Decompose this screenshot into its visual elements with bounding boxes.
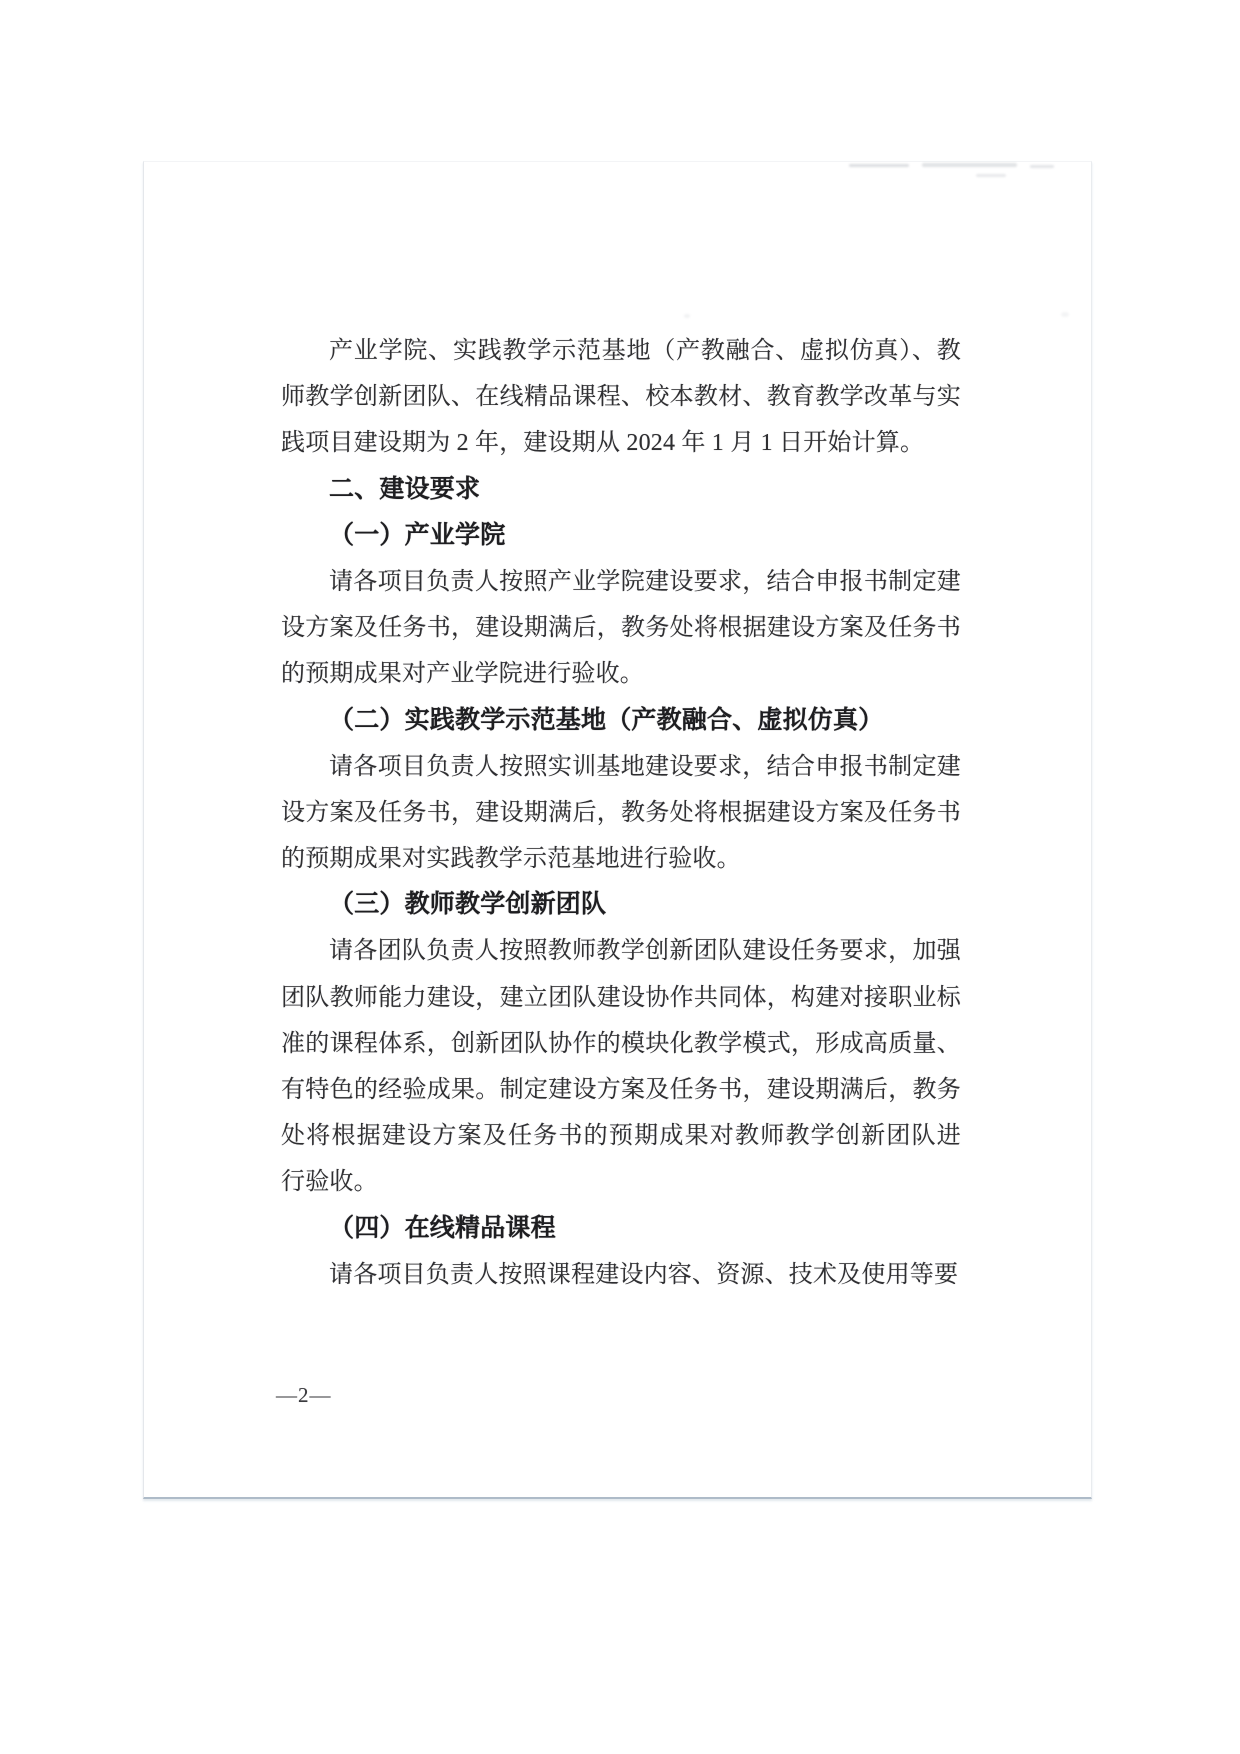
body-text-line: 请各团队负责人按照教师教学创新团队建设任务要求，加强	[329, 938, 961, 965]
body-text-line: 请各项目负责人按照课程建设内容、资源、技术及使用等要	[329, 1261, 959, 1288]
heading-line: （一）产业学院	[329, 521, 506, 549]
body-text-line: 处将根据建设方案及任务书的预期成果对教师教学创新团队进	[281, 1123, 961, 1150]
page-number: —2—	[276, 1383, 332, 1407]
body-text-line: 设方案及任务书，建设期满后，教务处将根据建设方案及任务书	[281, 615, 961, 642]
document-body	[281, 328, 961, 1298]
body-text-line: 产业学院、实践教学示范基地（产教融合、虚拟仿真）、教	[329, 338, 961, 364]
scan-artifact	[1030, 165, 1054, 168]
body-text-line: 设方案及任务书，建设期满后，教务处将根据建设方案及任务书	[281, 799, 961, 826]
body-text-line: 请各项目负责人按照产业学院建设要求，结合申报书制定建	[329, 568, 961, 595]
body-text-line: 的预期成果对实践教学示范基地进行验收。	[281, 846, 741, 873]
heading-line: （四）在线精品课程	[329, 1214, 556, 1242]
body-text-line: 的预期成果对产业学院进行验收。	[281, 661, 644, 688]
document-page	[143, 161, 1092, 1499]
body-text-line: 行验收。	[281, 1169, 378, 1196]
heading-line: （二）实践教学示范基地（产教融合、虚拟仿真）	[329, 706, 884, 734]
body-text-line: 践项目建设期为 2 年，建设期从 2024 年 1 月 1 日开始计算。	[281, 430, 925, 457]
body-text-line: 师教学创新团队、在线精品课程、校本教材、教育教学改革与实	[281, 384, 961, 411]
body-text-line: 准的课程体系，创新团队协作的模块化教学模式，形成高质量、	[281, 1030, 961, 1057]
heading-line: （三）教师教学创新团队	[329, 891, 607, 919]
scan-artifact	[1061, 312, 1069, 317]
heading-line: 二、建设要求	[329, 475, 481, 503]
scan-artifact	[849, 164, 909, 167]
body-text-line: 团队教师能力建设，建立团队建设协作共同体，构建对接职业标	[281, 984, 961, 1011]
scan-artifact	[976, 174, 1006, 177]
body-text-line: 请各项目负责人按照实训基地建设要求，结合申报书制定建	[329, 753, 961, 780]
body-text-line: 有特色的经验成果。制定建设方案及任务书，建设期满后，教务	[281, 1077, 961, 1103]
scan-artifact	[684, 314, 690, 318]
scan-artifact	[922, 163, 1017, 167]
